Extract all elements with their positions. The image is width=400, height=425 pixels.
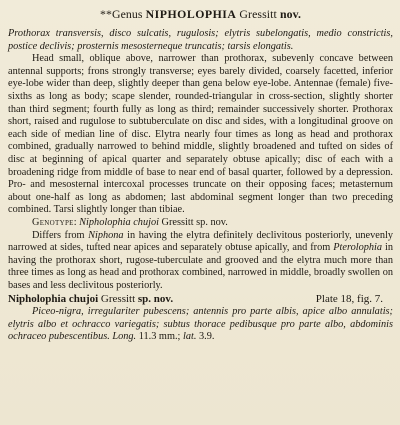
plate-reference: Plate 18, fig. 7. (315, 293, 383, 306)
comparison-text-1: Differs from (32, 229, 89, 241)
lat-label: lat. (180, 331, 199, 343)
species-name: Nipholophia chujoi (8, 293, 99, 306)
comparison-genus-pterolophia: Pterolophia (333, 242, 383, 254)
comparison-text-2: in having the elytra definitely declivitous posteriorly, unevenly narrowed at sides, tufted near apices and separately obtuse apically, and from (8, 229, 393, 254)
species-latin-description (8, 306, 393, 344)
genotype-name: Nipholophia chujoi (79, 216, 159, 228)
genus-author: Gressitt (236, 7, 280, 21)
genotype-rest: Gressitt sp. nov. (158, 216, 228, 228)
genotype-colon: : (73, 216, 80, 228)
long-label: Long. (109, 331, 139, 343)
long-value: 11.3 mm.; (138, 331, 181, 343)
genus-description: Head small, oblique above, narrower than prothorax, subevenly concave between antennal supports; frons strongly transverse; eyes barely divided, coarsely facetted, inferior eye-lobe wider than deep, slightly deeper than gena below eye-lobe. Antennae (female) five-sixths as long as body; scape slender, rounded-triangular in cross-section, slightly shorter than third segment; fourth fully as long as third; remainder successively shorter. Prothorax short, raised and rugulose to subtuberculate on disc and sides, with a longitudinal groove on each side of median line of disc. Elytra nearly four times as long as head and prothorax combined, gradually narrowed to behind middle, slightly broadened and tufted on sides of disc at beginning of apical quarter and separately obtuse apically; disc of each with a broadening ridge from middle of base to near end of basal quarter, followed by a depression. Pro- and mesosternal intercoxal processes truncate on their opposing faces; metasternum about one-half as long as abdomen; last abdominal segment longer than two preceding combined. Tarsi slightly longer than tibiae. (8, 53, 393, 216)
species-author: Gressitt (98, 293, 138, 306)
genus-name: NIPHOLOPHIA (145, 7, 237, 21)
species-title (8, 293, 173, 306)
latin-diagnosis: Prothorax transversis, disco sulcatis, rugulosis; elytris subelongatis, medio constrictis, postice declivis; prosternis mesosterneque truncatis; tarsis elongatis. (8, 28, 393, 52)
comparison-genus-niphona: Niphona (88, 229, 124, 241)
lat-value: 3.9. (198, 331, 215, 343)
comparison-text-3: in having the prothorax short, rugose-tuberculate and grooved and the elytra much more than three times as long as head and prothorax combined, narrowed in middle, broadly swollen on bases and less declivitous posteriorly. (8, 242, 393, 291)
genotype-label: Genotype (32, 216, 74, 228)
genus-heading (8, 7, 393, 21)
species-latin-text: Piceo-nigra, irregulariter pubescens; antennis pro parte albis, apice albo annulatis; elytris albo et ochracco variegatis; subtus thorace pedibusque pro parte albo, abdominis ochraceo pubescentibus. (8, 306, 393, 343)
heading-prefix: **Genus (99, 7, 146, 21)
species-heading (8, 293, 393, 306)
genus-status: nov. (279, 7, 302, 21)
genotype-line (8, 217, 393, 230)
species-status: sp. nov. (137, 293, 174, 306)
comparison-paragraph (8, 230, 393, 293)
